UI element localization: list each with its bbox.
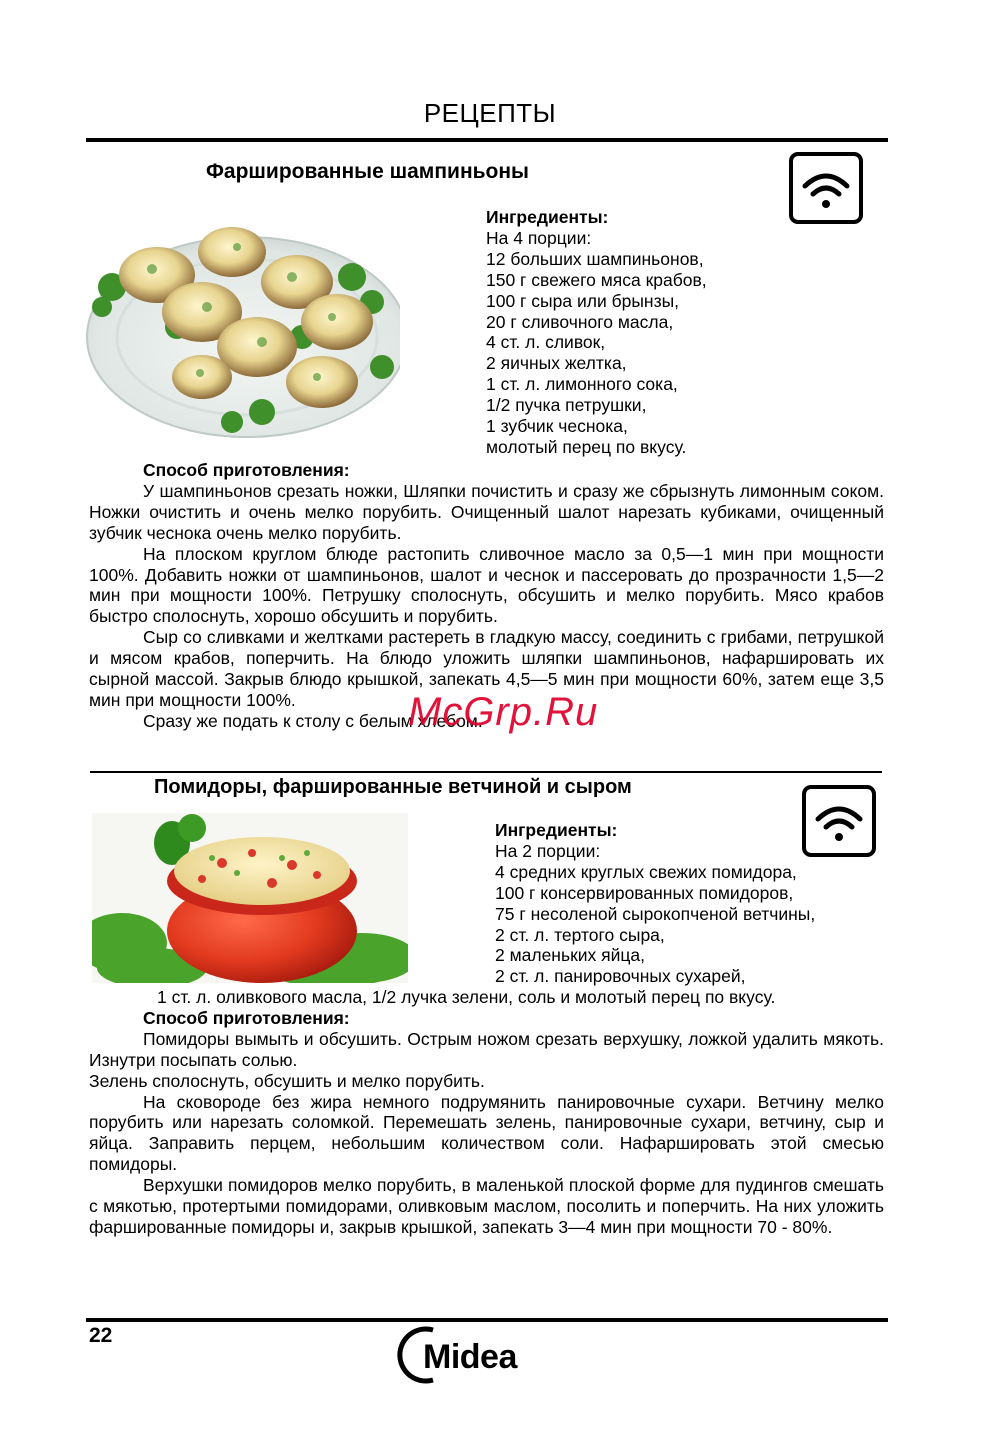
ingredient-item: 2 ст. л. тертого сыра, <box>495 924 665 945</box>
ingredient-item: 100 г консервированных помидоров, <box>495 882 794 903</box>
method-label: Способ приготовления: <box>143 1007 350 1028</box>
ingredients-continued: 1 ст. л. оливкового масла, 1/2 лучка зелени, соль и молотый перец по вкусу. <box>157 987 776 1007</box>
recipe-title: Помидоры, фаршированные ветчиной и сыром <box>154 776 632 798</box>
stuffed-mushrooms-photo <box>82 197 400 443</box>
method-paragraph: На плоском круглом блюде растопить сливочное масло за 0,5—1 мин при мощности 100%. Добавить ножки от шампиньонов, шалот и чеснок и пассеровать до прозрачности 1,5—2 мин при мощности 100%. Петрушку сполоснуть, обсушить и мелко порубить. Мясо крабов быстро сполоснуть, хорошо обсушить и порубить. <box>89 543 884 627</box>
ingredient-item: 4 средних круглых свежих помидора, <box>495 861 797 882</box>
brand-name: Midea <box>423 1338 517 1376</box>
stuffed-tomato-photo <box>92 813 408 983</box>
ingredient-item: 2 маленьких яйца, <box>495 945 645 966</box>
ingredient-item: На 4 порции: <box>486 227 592 248</box>
ingredient-item: 20 г сливочного масла, <box>486 311 674 332</box>
ingredients-list <box>495 820 815 987</box>
method-label: Способ приготовления: <box>143 460 350 480</box>
ingredient-item: 75 г несоленой сырокопченой ветчины, <box>495 903 816 924</box>
ingredient-item: молотый перец по вкусу. <box>486 436 687 457</box>
ingredient-item: 1 зубчик чеснока, <box>486 416 628 437</box>
method-paragraph: Верхушки помидоров мелко порубить, в маленькой плоской форме для пудингов смешать с мякотью, протертыми помидорами, оливковым маслом, посолить и поперчить. На них уложить фаршированные помидоры и, закрыв крышкой, запекать 3—4 мин при мощности 70 - 80%. <box>89 1175 884 1237</box>
ingredient-item: 150 г свежего мяса крабов, <box>486 269 707 290</box>
top-divider <box>86 138 888 142</box>
bottom-divider <box>86 1318 888 1322</box>
ingredient-item: 12 больших шампиньонов, <box>486 248 704 269</box>
midea-logo <box>393 1324 543 1384</box>
page-title: РЕЦЕПТЫ <box>423 98 557 128</box>
method-paragraph: Помидоры вымыть и обсушить. Острым ножом срезать верхушку, ложкой удалить мякоть. Изнутри посыпать солью. <box>89 1028 884 1070</box>
watermark: McGrp.Ru <box>408 690 599 734</box>
ingredient-item: 1 ст. л. лимонного сока, <box>486 374 678 395</box>
ingredients-list <box>486 207 707 458</box>
ingredients-label: Ингредиенты: <box>486 207 609 227</box>
section-divider <box>90 771 882 773</box>
ingredient-item: 1/2 пучка петрушки, <box>486 395 647 416</box>
method-paragraph: У шампиньонов срезать ножки, Шляпки почистить и сразу же сбрызнуть лимонным соком. Ножки очистить и очень мелко порубить. Очищенный шалот нарезать кубиками, очищенный зубчик чеснока очень мелко порубить. <box>89 480 884 543</box>
ingredient-item: На 2 порции: <box>495 840 601 861</box>
recipe-title: Фаршированные шампиньоны <box>206 160 529 183</box>
ingredients-label: Ингредиенты: <box>495 820 618 840</box>
method-paragraph: Сыр со сливками и желтками растереть в гладкую массу, соединить с грибами, петрушкой и мясом крабов, поперчить. На блюдо уложить шляпки шампиньонов, нафаршировать их сырной массой. Закрыв блюдо крышкой, запекать 4,5—5 мин при мощности 60%, затем еще 3,5 мин при мощности 100%. <box>89 627 884 710</box>
ingredient-item: 100 г сыра или брынзы, <box>486 290 680 311</box>
microwave-icon <box>789 152 863 224</box>
ingredient-item: 2 яичных желтка, <box>486 353 627 374</box>
method-paragraph: На сковороде без жира немного подрумянить панировочные сухари. Ветчину мелко порубить или нарезать соломкой. Перемешать зелень, панировочные сухари, ветчину, сыр и яйца. Заправить перцем, небольшим количеством соли. Нафаршировать этой смесью помидоры. <box>89 1091 884 1175</box>
ingredient-item: 4 ст. л. сливок, <box>486 332 606 353</box>
method-section <box>89 987 884 1238</box>
method-paragraph: Сразу же подать к столу с белым хлебом. <box>143 710 483 731</box>
method-paragraph: Зелень сполоснуть, обсушить и мелко порубить. <box>89 1070 485 1091</box>
page-number: 22 <box>89 1324 113 1347</box>
ingredient-item: 2 ст. л. панировочных сухарей, <box>495 966 746 987</box>
